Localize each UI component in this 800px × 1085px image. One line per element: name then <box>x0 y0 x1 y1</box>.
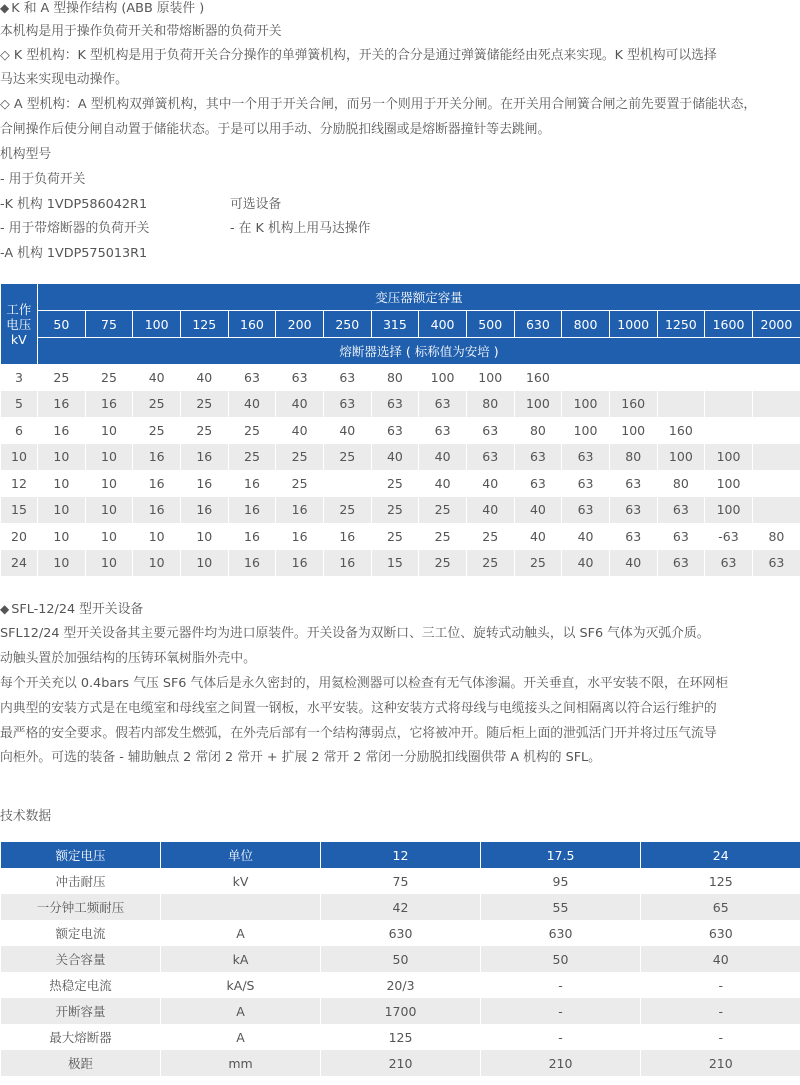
fuse-value-cell: 16 <box>85 391 133 418</box>
optional-title: 可选设备 <box>230 197 282 212</box>
capacity-cell: 200 <box>276 311 324 338</box>
section-heading-k-a: ◆ K 和 A 型操作结构 (ABB 原装件 ) <box>0 1 205 16</box>
tech-cell: 1700 <box>321 998 481 1024</box>
fuse-value-cell <box>752 497 800 524</box>
fuse-value-cell: 63 <box>562 444 610 471</box>
fuse-header: 熔断器选择 ( 标称值为安培 ) <box>38 338 800 365</box>
tech-cell: 开断容量 <box>1 998 161 1024</box>
model-item: -K 机构 1VDP586042R1 <box>0 197 148 212</box>
fuse-value-cell: 63 <box>466 417 514 444</box>
fuse-value-cell: 10 <box>133 550 181 577</box>
capacity-header: 变压器额定容量 <box>375 290 463 305</box>
fuse-value-cell: 25 <box>514 550 562 577</box>
table-row <box>1 998 800 1024</box>
fuse-value-cell: 16 <box>180 444 228 471</box>
model-item: - 用于负荷开关 <box>0 172 86 187</box>
fuse-value-cell: 16 <box>133 497 181 524</box>
fuse-value-cell: 16 <box>228 497 276 524</box>
tech-cell: kV <box>161 868 321 894</box>
model-item: -A 机构 1VDP575013R1 <box>0 246 148 261</box>
table-row <box>1 1050 800 1076</box>
capacity-cell: 100 <box>133 311 181 338</box>
fuse-value-cell: 40 <box>276 417 324 444</box>
fuse-value-cell: 100 <box>466 364 514 391</box>
fuse-value-cell: 10 <box>85 444 133 471</box>
fuse-value-cell <box>705 364 753 391</box>
fuse-value-cell <box>657 391 705 418</box>
fuse-value-cell: 100 <box>562 391 610 418</box>
fuse-value-cell: 10 <box>180 523 228 550</box>
table-row <box>1 972 800 998</box>
fuse-value-cell: 25 <box>180 391 228 418</box>
fuse-value-cell: 40 <box>323 417 371 444</box>
capacity-cell: 1250 <box>657 311 705 338</box>
tech-header-cell: 12 <box>321 842 481 868</box>
fuse-value-cell: 25 <box>228 444 276 471</box>
fuse-value-cell: 160 <box>514 364 562 391</box>
fuse-value-cell: 160 <box>609 391 657 418</box>
tech-cell <box>161 894 321 920</box>
fuse-value-cell: 16 <box>228 523 276 550</box>
fuse-value-cell: 63 <box>514 470 562 497</box>
tech-cell: 630 <box>641 920 800 946</box>
diamond-bullet-icon: ◆ <box>0 602 10 616</box>
fuse-value-cell: 25 <box>85 364 133 391</box>
diamond-bullet-icon: ◆ <box>0 1 10 15</box>
voltage-cell: 12 <box>1 470 38 497</box>
tech-cell: 95 <box>481 868 641 894</box>
fuse-value-cell: 16 <box>276 523 324 550</box>
fuse-value-cell: 40 <box>228 391 276 418</box>
tech-cell: 75 <box>321 868 481 894</box>
tech-cell: 50 <box>481 946 641 972</box>
tech-cell: 冲击耐压 <box>1 868 161 894</box>
fuse-value-cell: 63 <box>705 550 753 577</box>
fuse-value-cell: 15 <box>371 550 419 577</box>
capacity-cell: 50 <box>38 311 86 338</box>
fuse-value-cell: 16 <box>323 550 371 577</box>
voltage-cell: 5 <box>1 391 38 418</box>
model-item: - 用于带熔断器的负荷开关 <box>0 221 150 236</box>
voltage-cell: 24 <box>1 550 38 577</box>
fuse-value-cell <box>752 391 800 418</box>
fuse-value-cell: 25 <box>419 550 467 577</box>
fuse-value-cell: 63 <box>562 497 610 524</box>
fuse-value-cell: 25 <box>276 470 324 497</box>
fuse-value-cell: 40 <box>133 364 181 391</box>
voltage-cell: 3 <box>1 364 38 391</box>
fuse-value-cell: 25 <box>371 497 419 524</box>
fuse-value-cell: 25 <box>276 444 324 471</box>
tech-cell: - <box>641 998 800 1024</box>
fuse-value-cell: 63 <box>562 470 610 497</box>
fuse-value-cell: 63 <box>609 497 657 524</box>
fuse-value-cell: 25 <box>180 417 228 444</box>
table-row <box>1 470 800 497</box>
fuse-value-cell: 100 <box>609 417 657 444</box>
fuse-value-cell: 10 <box>38 444 86 471</box>
sfl-paragraph-line: 内典型的安装方式是在电缆室和母线室之间置一钢板，水平安装。这种安装方式将母线与电缆接头之间相隔离以符合运行维护的 <box>0 701 717 716</box>
tech-cell: - <box>641 1024 800 1050</box>
fuse-value-cell: 40 <box>180 364 228 391</box>
fuse-value-cell: 16 <box>323 523 371 550</box>
capacity-cell: 2000 <box>752 311 800 338</box>
fuse-value-cell: 40 <box>466 470 514 497</box>
fuse-value-cell <box>562 364 610 391</box>
capacity-cell: 315 <box>371 311 419 338</box>
capacity-cell: 630 <box>514 311 562 338</box>
fuse-value-cell <box>323 470 371 497</box>
fuse-value-cell: 80 <box>514 417 562 444</box>
capacity-cell: 250 <box>323 311 371 338</box>
fuse-value-cell: 63 <box>323 391 371 418</box>
fuse-value-cell: 25 <box>419 523 467 550</box>
fuse-value-cell: 16 <box>133 470 181 497</box>
tech-cell: - <box>641 972 800 998</box>
fuse-value-cell <box>609 364 657 391</box>
fuse-value-cell: 25 <box>133 417 181 444</box>
fuse-value-cell: 16 <box>228 550 276 577</box>
tech-cell: 55 <box>481 894 641 920</box>
intro-line: 本机构是用于操作负荷开关和带熔断器的负荷开关 <box>0 24 282 39</box>
fuse-value-cell: 10 <box>85 550 133 577</box>
fuse-value-cell: 63 <box>228 364 276 391</box>
fuse-value-cell: 63 <box>323 364 371 391</box>
fuse-value-cell: 100 <box>705 444 753 471</box>
fuse-value-cell: 10 <box>85 497 133 524</box>
fuse-value-cell <box>752 470 800 497</box>
table-row <box>1 946 800 972</box>
tech-cell: 关合容量 <box>1 946 161 972</box>
tech-cell: 210 <box>321 1050 481 1076</box>
table-row <box>1 550 800 577</box>
fuse-value-cell: 16 <box>228 470 276 497</box>
fuse-value-cell: 100 <box>514 391 562 418</box>
k-desc-line2: 马达来实现电动操作。 <box>0 72 128 87</box>
fuse-value-cell: 40 <box>514 523 562 550</box>
capacity-cell: 75 <box>85 311 133 338</box>
fuse-value-cell <box>657 364 705 391</box>
voltage-cell: 10 <box>1 444 38 471</box>
tech-cell: 210 <box>641 1050 800 1076</box>
capacity-cell: 400 <box>419 311 467 338</box>
table-row <box>1 523 800 550</box>
fuse-value-cell: 10 <box>38 550 86 577</box>
fuse-value-cell: 160 <box>657 417 705 444</box>
tech-cell: 125 <box>321 1024 481 1050</box>
fuse-value-cell: 25 <box>371 523 419 550</box>
fuse-value-cell: 63 <box>419 391 467 418</box>
voltage-cell: 6 <box>1 417 38 444</box>
tech-cell: 125 <box>641 868 800 894</box>
tech-header-cell: 17.5 <box>481 842 641 868</box>
voltage-cell: 20 <box>1 523 38 550</box>
fuse-value-cell: 63 <box>276 364 324 391</box>
fuse-value-cell: 40 <box>562 550 610 577</box>
fuse-value-cell: 16 <box>38 391 86 418</box>
tech-cell: 42 <box>321 894 481 920</box>
fuse-value-cell: 40 <box>371 444 419 471</box>
tech-title: 技术数据 <box>0 809 52 824</box>
fuse-value-cell: 16 <box>276 550 324 577</box>
tech-cell: kA <box>161 946 321 972</box>
tech-cell: - <box>481 998 641 1024</box>
optional-item: - 在 K 机构上用马达操作 <box>230 221 371 236</box>
fuse-value-cell: 16 <box>276 497 324 524</box>
fuse-value-cell: 100 <box>705 497 753 524</box>
capacity-cell: 1600 <box>705 311 753 338</box>
fuse-value-cell: 100 <box>562 417 610 444</box>
tech-cell: A <box>161 920 321 946</box>
fuse-value-cell <box>752 364 800 391</box>
model-title: 机构型号 <box>0 147 52 162</box>
table-row <box>1 1024 800 1050</box>
fuse-value-cell: 16 <box>180 497 228 524</box>
fuse-value-cell: 80 <box>657 470 705 497</box>
fuse-value-cell: 40 <box>609 550 657 577</box>
tech-cell: A <box>161 1024 321 1050</box>
fuse-value-cell: 25 <box>228 417 276 444</box>
fuse-value-cell: 40 <box>466 497 514 524</box>
fuse-value-cell: 10 <box>85 523 133 550</box>
tech-cell: 65 <box>641 894 800 920</box>
fuse-value-cell: 63 <box>609 470 657 497</box>
fuse-value-cell: 10 <box>85 470 133 497</box>
table-row <box>1 868 800 894</box>
capacity-cell: 1000 <box>609 311 657 338</box>
tech-data-table <box>0 842 800 1076</box>
tech-header-cell: 24 <box>641 842 800 868</box>
tech-header-cell: 单位 <box>161 842 321 868</box>
fuse-value-cell: 63 <box>657 497 705 524</box>
fuse-value-cell: 16 <box>133 444 181 471</box>
sfl-paragraph-line: 最严格的安全要求。假若内部发生燃弧，在外壳后部有一个结构薄弱点，它将被冲开。随后柜上面的泄弧活门开并将过压气流导 <box>0 726 717 741</box>
fuse-value-cell: 10 <box>85 417 133 444</box>
table-row <box>1 920 800 946</box>
fuse-value-cell: 40 <box>276 391 324 418</box>
fuse-value-cell: 80 <box>371 364 419 391</box>
fuse-value-cell: 25 <box>371 470 419 497</box>
fuse-value-cell: 100 <box>657 444 705 471</box>
a-desc-line2: 合闸操作后使分闸自动置于储能状态。于是可以用手动、分励脱扣线圈或是熔断器撞针等去跳闸。 <box>0 122 551 137</box>
fuse-selection-table <box>0 284 800 576</box>
fuse-value-cell: 10 <box>180 550 228 577</box>
fuse-value-cell: 25 <box>419 497 467 524</box>
fuse-value-cell: 25 <box>323 497 371 524</box>
fuse-value-cell: 63 <box>371 391 419 418</box>
tech-cell: 一分钟工频耐压 <box>1 894 161 920</box>
fuse-value-cell: 63 <box>466 444 514 471</box>
tech-cell: A <box>161 998 321 1024</box>
fuse-value-cell: 40 <box>419 444 467 471</box>
fuse-value-cell: 63 <box>752 550 800 577</box>
fuse-value-cell: 100 <box>705 470 753 497</box>
table-row <box>1 444 800 471</box>
fuse-value-cell: 63 <box>371 417 419 444</box>
fuse-value-cell: 63 <box>419 417 467 444</box>
fuse-value-cell: 63 <box>514 444 562 471</box>
fuse-value-cell: 80 <box>609 444 657 471</box>
tech-cell: kA/S <box>161 972 321 998</box>
voltage-cell: 15 <box>1 497 38 524</box>
fuse-value-cell <box>752 417 800 444</box>
fuse-value-cell: 100 <box>419 364 467 391</box>
table-row <box>1 417 800 444</box>
sfl-paragraph-line: 每个开关充以 0.4bars 气压 SF6 气体后是永久密封的，用氦检测器可以检查有无气体渗漏。开关垂直，水平安装不限，在环网柜 <box>0 676 728 691</box>
tech-cell: 极距 <box>1 1050 161 1076</box>
fuse-value-cell: 16 <box>38 417 86 444</box>
fuse-value-cell: 40 <box>562 523 610 550</box>
tech-cell: 630 <box>321 920 481 946</box>
fuse-value-cell: 25 <box>466 523 514 550</box>
tech-cell: 50 <box>321 946 481 972</box>
fuse-value-cell: 25 <box>466 550 514 577</box>
capacity-cell: 500 <box>466 311 514 338</box>
fuse-value-cell: 40 <box>419 470 467 497</box>
fuse-value-cell: 25 <box>38 364 86 391</box>
tech-header-cell: 额定电压 <box>1 842 161 868</box>
fuse-value-cell: 63 <box>657 523 705 550</box>
tech-cell: - <box>481 1024 641 1050</box>
capacity-cell: 800 <box>562 311 610 338</box>
fuse-value-cell: 25 <box>133 391 181 418</box>
fuse-value-cell: 25 <box>323 444 371 471</box>
fuse-value-cell: 80 <box>466 391 514 418</box>
voltage-header: 工作电压kV <box>1 284 38 364</box>
fuse-value-cell: 16 <box>180 470 228 497</box>
fuse-value-cell: 10 <box>133 523 181 550</box>
tech-cell: - <box>481 972 641 998</box>
fuse-value-cell: 63 <box>609 523 657 550</box>
tech-cell: 630 <box>481 920 641 946</box>
tech-cell: 热稳定电流 <box>1 972 161 998</box>
fuse-value-cell: -63 <box>705 523 753 550</box>
sfl-paragraph-line: SFL12/24 型开关设备其主要元器件均为进口原装件。开关设备为双断口、三工位、旋转式动触头，以 SF6 气体为灭弧介质。 <box>0 626 710 641</box>
fuse-value-cell: 10 <box>38 523 86 550</box>
table-row <box>1 894 800 920</box>
capacity-cell: 125 <box>180 311 228 338</box>
fuse-value-cell: 40 <box>514 497 562 524</box>
fuse-value-cell: 10 <box>38 497 86 524</box>
fuse-value-cell <box>752 444 800 471</box>
fuse-value-cell <box>705 391 753 418</box>
section-heading-sfl: ◆ SFL-12/24 型开关设备 <box>0 602 144 617</box>
fuse-value-cell: 10 <box>38 470 86 497</box>
fuse-value-cell <box>705 417 753 444</box>
table-row <box>1 391 800 418</box>
tech-cell: 40 <box>641 946 800 972</box>
a-desc-line1: ◇ A 型机构：A 型机构双弹簧机构，其中一个用于开关合闸，而另一个则用于开关分闸。在开关用合闸簧合闸之前先要置于储能状态， <box>0 97 757 112</box>
table-row <box>1 497 800 524</box>
tech-cell: 210 <box>481 1050 641 1076</box>
tech-cell: 最大熔断器 <box>1 1024 161 1050</box>
sfl-paragraph-line: 向柜外。可选的装备 - 辅助触点 2 常闭 2 常开 + 扩展 2 常开 2 常闭一分励脱扣线圈供带 A 机构的 SFL。 <box>0 750 601 765</box>
tech-cell: mm <box>161 1050 321 1076</box>
k-desc-line1: ◇ K 型机构：K 型机构是用于负荷开关合分操作的单弹簧机构，开关的合分是通过弹簧储能经由死点来实现。K 型机构可以选择 <box>0 48 717 63</box>
tech-cell: 20/3 <box>321 972 481 998</box>
fuse-value-cell: 63 <box>657 550 705 577</box>
fuse-value-cell: 80 <box>752 523 800 550</box>
capacity-cell: 160 <box>228 311 276 338</box>
table-row <box>1 364 800 391</box>
tech-cell: 额定电流 <box>1 920 161 946</box>
sfl-paragraph-line: 动触头置於加强结构的压铸环氧树脂外壳中。 <box>0 651 256 666</box>
